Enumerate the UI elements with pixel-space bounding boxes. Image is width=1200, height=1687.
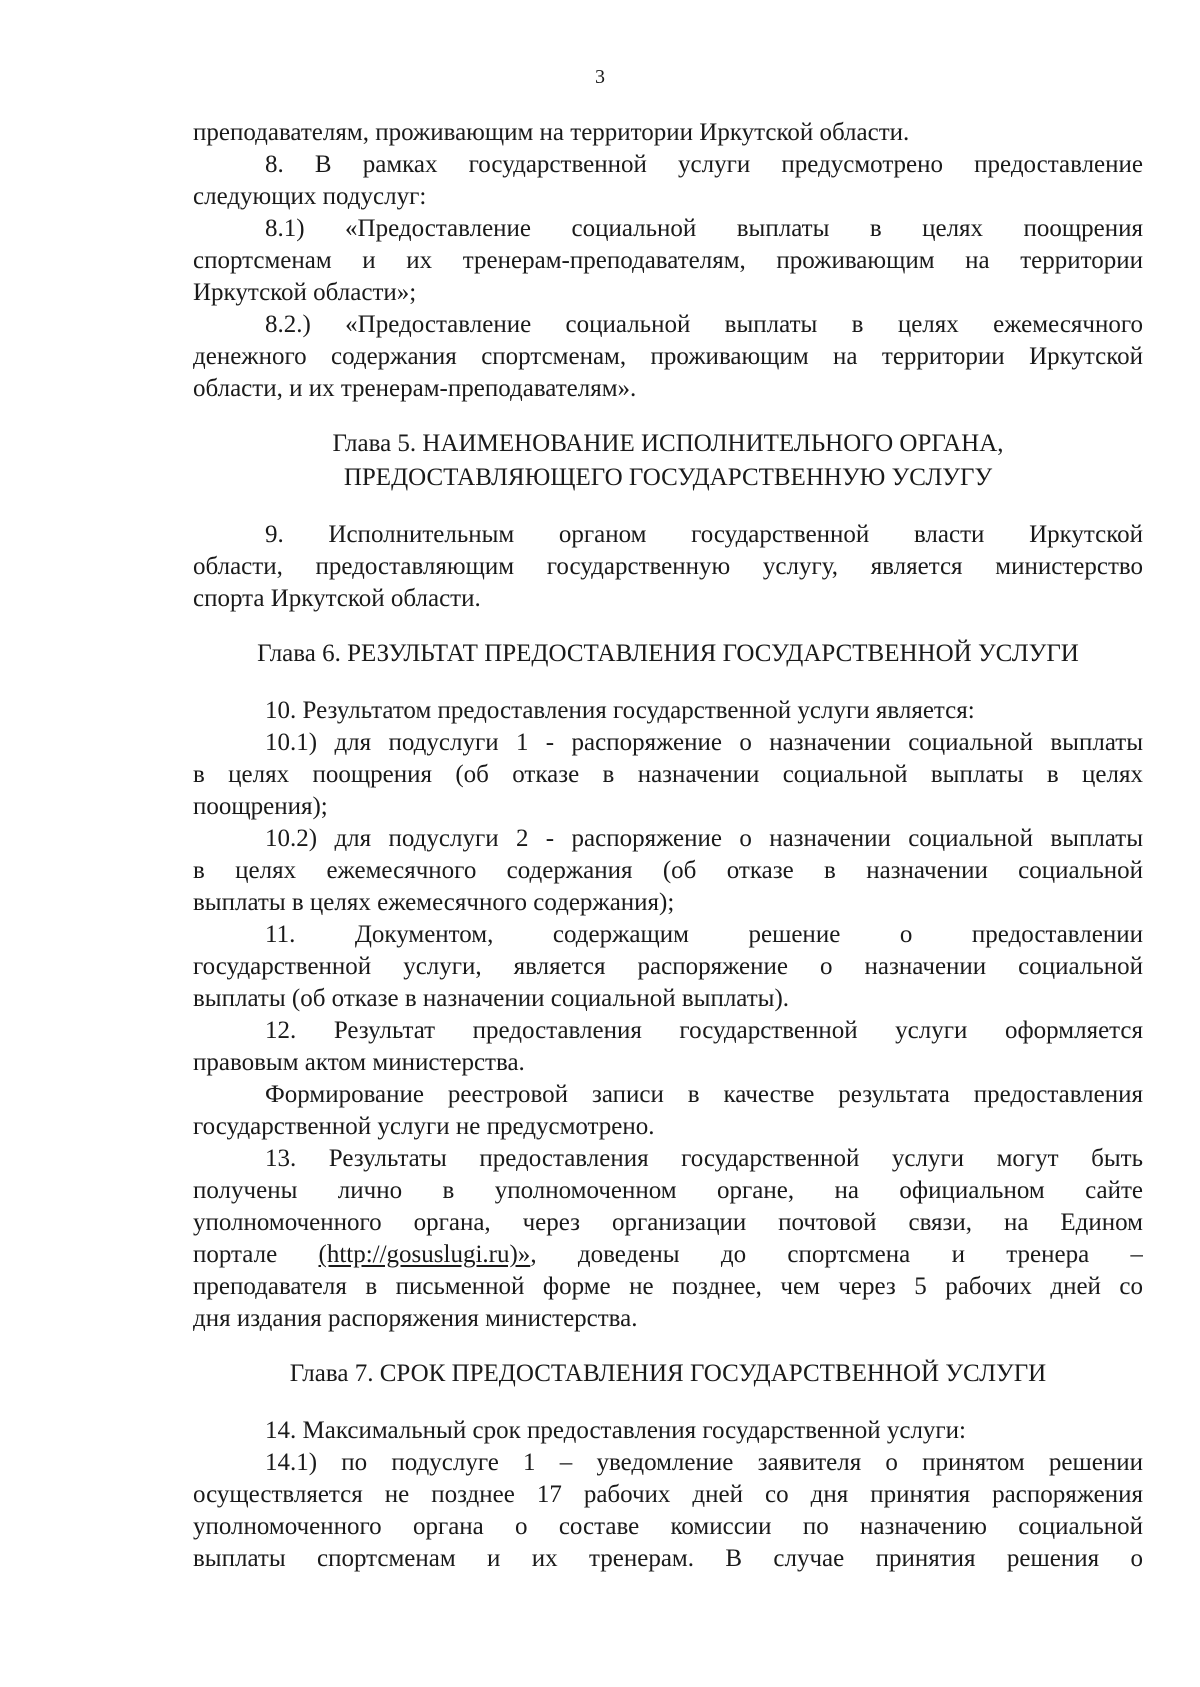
text-line: 14. Максимальный срок предоставления государственной услуги: bbox=[265, 1417, 967, 1444]
text-line: следующих подуслуг: bbox=[193, 183, 427, 210]
portal-continuation: , доведены до спортсмена и тренера – bbox=[530, 1241, 1143, 1268]
chapter-5-heading-line-2: ПРЕДОСТАВЛЯЮЩЕГО ГОСУДАРСТВЕННУЮ УСЛУГУ bbox=[343, 464, 993, 491]
text-line: 13. Результаты предоставления государственной услуги могут быть bbox=[265, 1145, 1143, 1172]
text-line-portal bbox=[193, 1239, 1143, 1271]
chapter-7-heading: Глава 7. СРОК ПРЕДОСТАВЛЕНИЯ ГОСУДАРСТВЕННОЙ УСЛУГИ bbox=[289, 1360, 1047, 1387]
chapter-6-heading: Глава 6. РЕЗУЛЬТАТ ПРЕДОСТАВЛЕНИЯ ГОСУДАРСТВЕННОЙ УСЛУГИ bbox=[257, 640, 1079, 667]
chapter-5-heading-line-1: Глава 5. НАИМЕНОВАНИЕ ИСПОЛНИТЕЛЬНОГО ОРГАНА, bbox=[332, 430, 1004, 457]
portal-word: портале bbox=[193, 1241, 278, 1268]
text-line: уполномоченного органа о составе комиссии по назначению социальной bbox=[193, 1513, 1143, 1540]
text-line: 8.1) «Предоставление социальной выплаты в целях поощрения bbox=[265, 215, 1143, 242]
text-line: 10.2) для подуслуги 2 - распоряжение о назначении социальной выплаты bbox=[265, 825, 1143, 852]
text-line: получены лично в уполномоченном органе, на официальном сайте bbox=[193, 1177, 1143, 1204]
text-line: 8.2.) «Предоставление социальной выплаты в целях ежемесячного bbox=[265, 311, 1143, 338]
text-line: денежного содержания спортсменам, проживающим на территории Иркутской bbox=[193, 343, 1143, 370]
text-line: уполномоченного органа, через организации почтовой связи, на Едином bbox=[193, 1209, 1143, 1236]
text-line: преподавателям, проживающим на территории Иркутской области. bbox=[193, 119, 910, 146]
text-line: дня издания распоряжения министерства. bbox=[193, 1305, 638, 1332]
document-body bbox=[193, 117, 1143, 1575]
text-line: области, и их тренерам-преподавателям». bbox=[193, 375, 637, 402]
text-line: осуществляется не позднее 17 рабочих дней со дня принятия распоряжения bbox=[193, 1481, 1143, 1508]
text-line: Иркутской области»; bbox=[193, 279, 417, 306]
text-line: 8. В рамках государственной услуги предусмотрено предоставление bbox=[265, 151, 1143, 178]
text-line: выплаты спортсменам и их тренерам. В случае принятия решения о bbox=[193, 1545, 1143, 1572]
gosuslugi-link[interactable]: (http://gosuslugi.ru)» bbox=[318, 1241, 531, 1268]
text-line: 11. Документом, содержащим решение о предоставлении bbox=[265, 921, 1143, 948]
text-line: Формирование реестровой записи в качестве результата предоставления bbox=[265, 1081, 1143, 1108]
text-line: 9. Исполнительным органом государственной власти Иркутской bbox=[265, 521, 1143, 548]
text-line: государственной услуги, является распоряжение о назначении социальной bbox=[193, 953, 1143, 980]
text-line: 10. Результатом предоставления государственной услуги является: bbox=[265, 697, 975, 724]
text-line: правовым актом министерства. bbox=[193, 1049, 525, 1076]
text-line: области, предоставляющим государственную услугу, является министерство bbox=[193, 553, 1143, 580]
text-line: в целях ежемесячного содержания (об отказе в назначении социальной bbox=[193, 857, 1143, 884]
text-line: 12. Результат предоставления государственной услуги оформляется bbox=[265, 1017, 1143, 1044]
text-line: государственной услуги не предусмотрено. bbox=[193, 1113, 655, 1140]
text-line: преподавателя в письменной форме не позднее, чем через 5 рабочих дней со bbox=[193, 1273, 1143, 1300]
text-line: выплаты в целях ежемесячного содержания); bbox=[193, 889, 675, 916]
text-line: в целях поощрения (об отказе в назначении социальной выплаты в целях bbox=[193, 761, 1143, 788]
text-line: 14.1) по подуслуге 1 – уведомление заявителя о принятом решении bbox=[265, 1449, 1143, 1476]
text-line: поощрения); bbox=[193, 793, 328, 820]
page-number: 3 bbox=[595, 66, 605, 88]
text-line: 10.1) для подуслуги 1 - распоряжение о назначении социальной выплаты bbox=[265, 729, 1143, 756]
text-line: спорта Иркутской области. bbox=[193, 585, 481, 612]
text-line: спортсменам и их тренерам-преподавателям, проживающим на территории bbox=[193, 247, 1143, 274]
text-line: выплаты (об отказе в назначении социальной выплаты). bbox=[193, 985, 790, 1012]
